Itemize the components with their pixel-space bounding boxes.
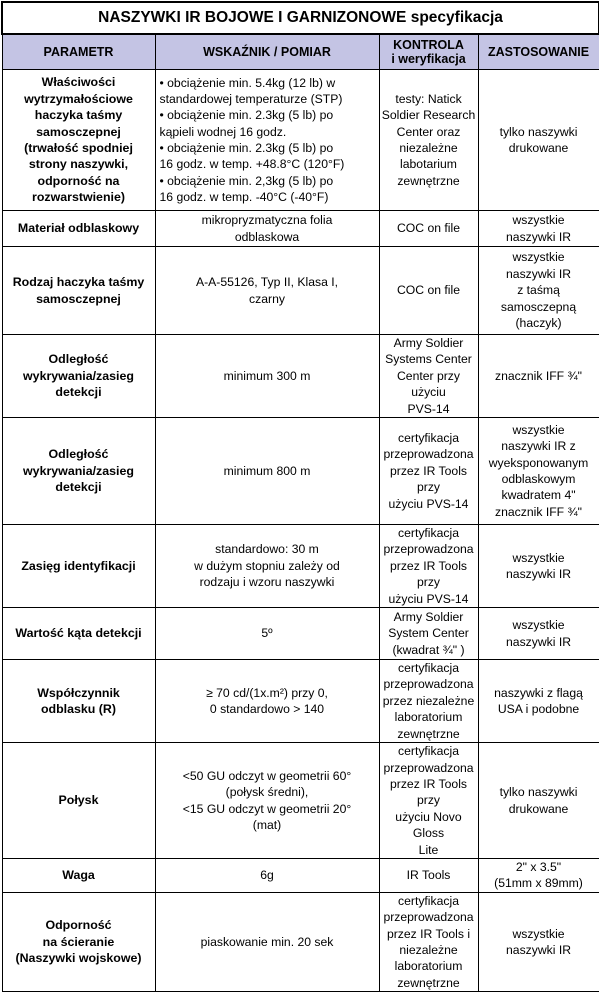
- cell-kontrola: [379, 418, 478, 525]
- cell-kontrola: [379, 211, 478, 247]
- cell-line: • obciążenie min. 2.3kg (5 lb) po: [159, 108, 334, 123]
- cell-line: Center przy użyciu: [397, 368, 460, 400]
- spec-table: [1, 1, 599, 992]
- cell-line: wytrzymałościowe: [24, 91, 133, 106]
- cell-wskaznik: [155, 211, 379, 247]
- cell-zastosowanie: [478, 660, 599, 743]
- cell-line: Army Soldier: [393, 609, 464, 624]
- cell-line: zewnętrzne: [397, 975, 460, 990]
- table-title: NASZYWKI IR BOJOWE I GARNIZONOWE specyfikacja: [2, 2, 599, 34]
- cell-line: naszywki z flagą: [494, 685, 583, 700]
- cell-wskaznik: [155, 418, 379, 525]
- cell-param: [2, 335, 155, 418]
- cell-line: samosczepnej: [36, 291, 121, 306]
- cell-line: naszywki IR: [506, 567, 572, 582]
- cell-line: certyfikacja: [398, 431, 459, 446]
- cell-zastosowanie: [478, 247, 599, 335]
- cell-line: (Naszywki wojskowe): [15, 951, 142, 966]
- table-row: [2, 418, 599, 525]
- cell-line: certyfikacja: [398, 526, 459, 541]
- cell-line: czarny: [249, 291, 285, 306]
- cell-line: naszywki IR: [506, 229, 572, 244]
- cell-line: 0 standardowo > 140: [209, 702, 325, 717]
- cell-line: USA i podobne: [497, 702, 580, 717]
- cell-line: wszystkie: [512, 618, 565, 633]
- cell-param: [2, 70, 155, 211]
- cell-wskaznik: [155, 335, 379, 418]
- cell-param: [2, 858, 155, 892]
- cell-line: standardowo: 30 m: [215, 542, 319, 557]
- cell-line: wykrywania/zasieg: [23, 463, 134, 478]
- cell-line: ≥ 70 cd/(1x.m²) przy 0,: [206, 685, 328, 700]
- header-wskaznik: WSKAŹNIK / POMIAR: [155, 34, 379, 70]
- cell-kontrola: [379, 743, 478, 859]
- cell-line: Lite: [418, 842, 439, 857]
- cell-line: w dużym stopniu zależy od: [194, 558, 340, 573]
- header-kontrola-line2: i weryfikacja: [391, 52, 466, 66]
- spec-sheet: [1, 1, 598, 990]
- cell-line: użyciu PVS-14: [388, 496, 469, 511]
- cell-line: niezależne: [399, 141, 458, 155]
- cell-line: zewnętrzne: [397, 173, 460, 188]
- cell-line: samosczepnej: [36, 124, 121, 139]
- cell-line: wszystkie: [512, 213, 565, 228]
- cell-param: [2, 211, 155, 247]
- cell-zastosowanie: [478, 418, 599, 525]
- cell-line: przez niezależne: [382, 693, 475, 708]
- cell-line: detekcji: [55, 480, 102, 495]
- cell-line: Właściwości: [41, 75, 116, 90]
- cell-line: IR Tools: [406, 868, 451, 883]
- cell-line: drukowane: [508, 801, 569, 816]
- cell-line: samosczepną: [500, 299, 577, 314]
- cell-line: tylko naszywki: [499, 124, 578, 139]
- cell-zastosowanie: [478, 70, 599, 211]
- cell-line: standardowej temperaturze (STP): [159, 92, 343, 107]
- cell-param: [2, 247, 155, 335]
- cell-line: Odporność: [45, 918, 112, 933]
- cell-wskaznik: [155, 247, 379, 335]
- cell-line: • obciążenie min. 5.4kg (12 lb) w: [159, 75, 336, 90]
- cell-line: naszywki IR z: [501, 439, 576, 454]
- cell-line: wszystkie: [512, 550, 565, 565]
- cell-wskaznik: [155, 660, 379, 743]
- cell-line: certyfikacja: [398, 661, 459, 676]
- cell-line: (trwałość spodniej: [24, 141, 133, 155]
- cell-line: Center oraz: [396, 124, 461, 139]
- cell-param: [2, 418, 155, 525]
- cell-line: (kwadrat ¾" ): [392, 642, 465, 657]
- cell-line: <50 GU odczyt w geometrii 60°: [182, 768, 352, 783]
- cell-param: [2, 743, 155, 859]
- cell-line: znacznik IFF ¾": [495, 504, 582, 519]
- cell-line: 16 godz. w temp. +48.8°C (120°F): [159, 157, 345, 172]
- cell-zastosowanie: [478, 892, 599, 991]
- cell-zastosowanie: [478, 525, 599, 608]
- cell-line: przeprowadzona: [383, 542, 474, 557]
- cell-line: Rodzaj haczyka taśmy: [12, 275, 145, 290]
- cell-zastosowanie: [478, 858, 599, 892]
- cell-line: wykrywania/zasieg: [23, 368, 134, 383]
- cell-line: przez IR Tools przy: [390, 776, 467, 808]
- cell-line: wyeksponowanym: [488, 455, 589, 470]
- table-row: [2, 892, 599, 991]
- cell-line: certyfikacja: [398, 744, 459, 759]
- cell-line: Zasięg identyfikacji: [21, 558, 136, 573]
- header-kontrola: [379, 34, 478, 70]
- cell-param: [2, 608, 155, 660]
- cell-line: (połysk średni),: [225, 785, 309, 800]
- cell-line: labotarium: [400, 157, 457, 172]
- table-body: [2, 70, 599, 992]
- cell-line: mikropryzmatyczna folia: [201, 213, 333, 228]
- table-row: [2, 743, 599, 859]
- table-row: [2, 247, 599, 335]
- cell-line: odblasku (R): [40, 702, 117, 717]
- cell-line: wszystkie: [512, 422, 565, 437]
- cell-line: drukowane: [508, 141, 569, 155]
- header-param: PARAMETR: [2, 34, 155, 70]
- cell-line: (51mm x 89mm): [494, 876, 583, 891]
- cell-zastosowanie: [478, 211, 599, 247]
- table-row: [2, 70, 599, 211]
- cell-wskaznik: [155, 743, 379, 859]
- cell-param: [2, 892, 155, 991]
- cell-line: Army Soldier: [393, 336, 464, 350]
- cell-line: na ścieranie: [42, 934, 115, 949]
- cell-zastosowanie: [478, 335, 599, 418]
- cell-line: Materiał odblaskowy: [17, 221, 140, 236]
- header-zastosowanie: ZASTOSOWANIE: [478, 34, 599, 70]
- cell-kontrola: [379, 858, 478, 892]
- cell-line: przez IR Tools i: [386, 926, 471, 941]
- cell-line: minimum 800 m: [223, 463, 311, 478]
- cell-line: detekcji: [55, 385, 102, 400]
- cell-line: piaskowanie min. 20 sek: [200, 934, 334, 949]
- cell-kontrola: [379, 247, 478, 335]
- cell-line: minimum 300 m: [223, 368, 311, 383]
- cell-line: odblaskowa: [234, 229, 300, 244]
- cell-line: wszystkie: [512, 250, 565, 265]
- cell-line: przez IR Tools przy: [390, 463, 467, 495]
- cell-zastosowanie: [478, 743, 599, 859]
- cell-line: użyciu PVS-14: [388, 591, 469, 606]
- cell-line: przeprowadzona: [383, 910, 474, 925]
- cell-line: użyciu Novo Gloss: [395, 809, 462, 841]
- cell-wskaznik: [155, 525, 379, 608]
- cell-line: rozwarstwienie): [32, 190, 125, 205]
- cell-line: naszywki IR: [506, 634, 572, 649]
- cell-line: przeprowadzona: [383, 760, 474, 775]
- cell-line: naszywki IR: [506, 942, 572, 957]
- cell-line: znacznik IFF ¾": [495, 368, 582, 383]
- cell-line: laboratorium: [394, 710, 463, 725]
- cell-line: COC on file: [397, 221, 460, 236]
- cell-param: [2, 660, 155, 743]
- cell-line: Wartość kąta detekcji: [15, 626, 142, 641]
- cell-line: Odległość: [48, 447, 109, 462]
- cell-line: 16 godz. w temp. -40°C (-40°F): [159, 189, 329, 204]
- cell-line: naszywki IR: [506, 266, 572, 281]
- cell-wskaznik: [155, 892, 379, 991]
- cell-line: przez IR Tools przy: [390, 558, 467, 590]
- cell-line: (mat): [252, 817, 282, 832]
- cell-line: COC on file: [397, 283, 460, 298]
- table-row: [2, 608, 599, 660]
- cell-line: odporność na: [37, 173, 120, 188]
- cell-line: Soldier Research: [381, 108, 476, 123]
- cell-line: niezależne: [399, 942, 458, 957]
- cell-line: Waga: [62, 868, 95, 883]
- cell-kontrola: [379, 70, 478, 211]
- table-row: [2, 525, 599, 608]
- cell-wskaznik: [155, 70, 379, 211]
- cell-zastosowanie: [478, 608, 599, 660]
- cell-line: • obciążenie min. 2.3kg (5 lb) po: [159, 141, 334, 155]
- header-kontrola-line1: KONTROLA: [393, 38, 464, 52]
- cell-line: Systems Center: [385, 352, 472, 367]
- cell-line: kwadratem 4": [501, 488, 576, 503]
- cell-line: System Center: [388, 626, 469, 641]
- cell-line: Połysk: [58, 793, 99, 808]
- cell-wskaznik: [155, 858, 379, 892]
- cell-kontrola: [379, 660, 478, 743]
- cell-kontrola: [379, 335, 478, 418]
- cell-line: (haczyk): [515, 316, 562, 331]
- cell-line: laboratorium: [394, 959, 463, 974]
- table-row: [2, 335, 599, 418]
- cell-line: 5º: [261, 626, 273, 641]
- cell-line: certyfikacja: [398, 893, 459, 908]
- cell-kontrola: [379, 525, 478, 608]
- cell-line: A-A-55126, Typ II, Klasa I,: [195, 275, 339, 290]
- cell-line: • obciążenie min. 2,3kg (5 lb) po: [159, 173, 334, 188]
- table-row: [2, 858, 599, 892]
- cell-line: 2" x 3.5": [515, 859, 562, 874]
- cell-kontrola: [379, 608, 478, 660]
- cell-line: Współczynnik: [37, 685, 120, 700]
- table-row: [2, 211, 599, 247]
- cell-line: przeprowadzona: [383, 447, 474, 462]
- cell-kontrola: [379, 892, 478, 991]
- cell-line: strony naszywki,: [28, 157, 129, 172]
- cell-line: zewnętrzne: [397, 726, 460, 741]
- cell-line: 6g: [260, 868, 274, 883]
- cell-line: tylko naszywki: [499, 785, 578, 800]
- cell-line: testy: Natick: [395, 91, 462, 106]
- cell-line: rodzaju i wzoru naszywki: [199, 575, 335, 590]
- cell-line: odblaskowym: [501, 472, 576, 487]
- cell-line: przeprowadzona: [383, 677, 474, 692]
- table-row: [2, 660, 599, 743]
- cell-param: [2, 525, 155, 608]
- cell-line: kąpieli wodnej 16 godz.: [159, 124, 287, 139]
- cell-line: wszystkie: [512, 926, 565, 941]
- cell-line: PVS-14: [407, 401, 450, 416]
- header-row: [2, 34, 599, 70]
- cell-line: z taśmą: [517, 283, 560, 298]
- cell-wskaznik: [155, 608, 379, 660]
- cell-line: Odległość: [48, 352, 109, 367]
- cell-line: haczyka taśmy: [34, 108, 123, 123]
- cell-line: <15 GU odczyt w geometrii 20°: [182, 801, 352, 816]
